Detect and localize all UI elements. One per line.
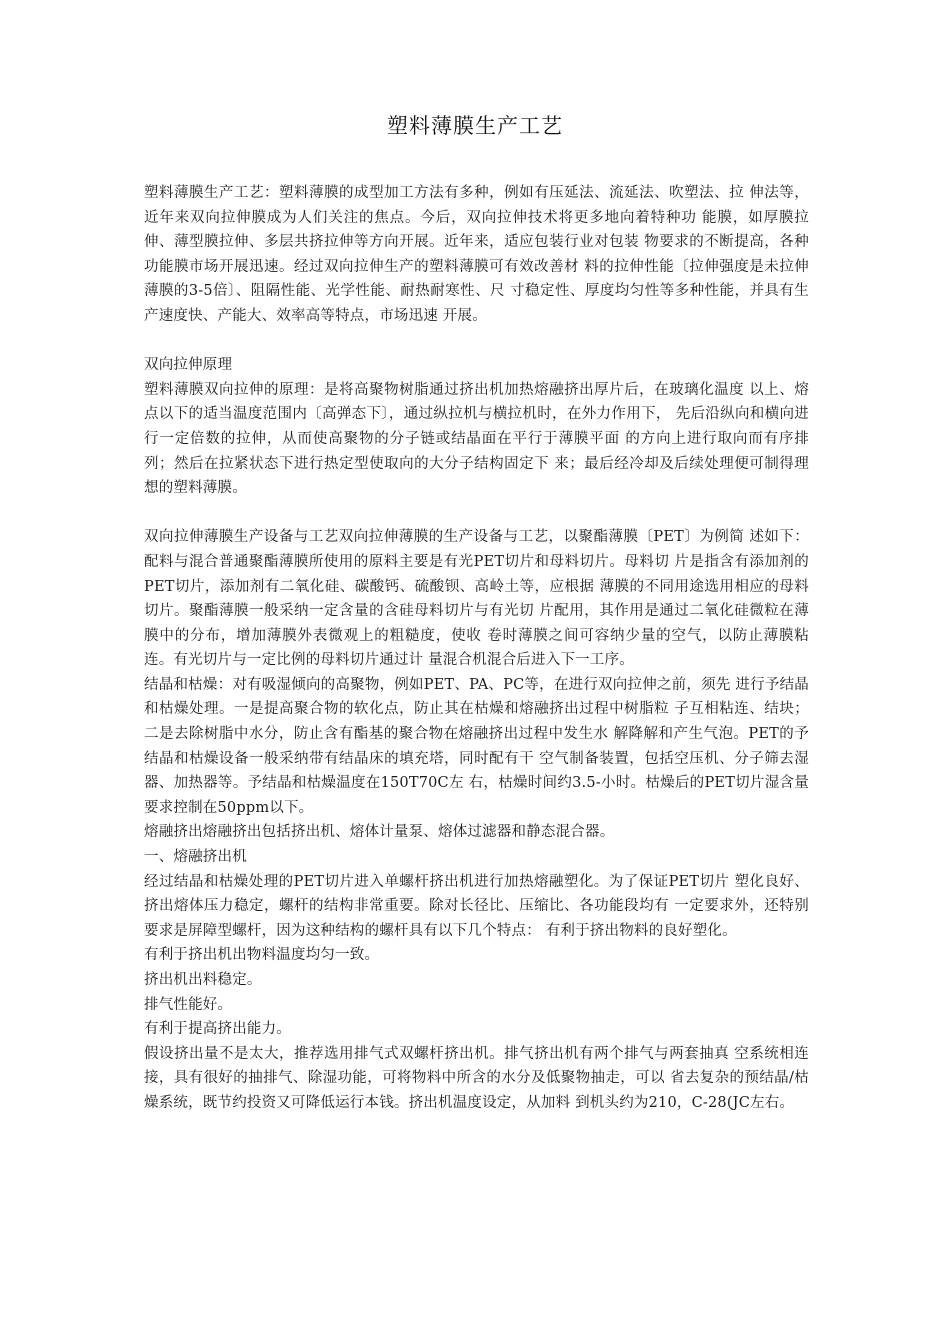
section-heading-biaxial-principle: 双向拉伸原理 [144,357,233,374]
section-heading-extruder: 一、熔融挤出机 [144,849,247,866]
paragraph-melt-extrusion: 熔融挤出熔融挤出包括挤出机、熔体计量泵、熔体过滤器和静态混合器。 [144,824,615,841]
paragraph-biaxial-principle: 塑料薄膜双向拉伸的原理：是将高聚物树脂通过挤出机加热熔融挤出厚片后，在玻璃化温度 以上、熔点以下的适当温度范围内〔高弹态下〕，通过纵拉机与横拉机时，在外力作用下， 先后沿纵向和横向进行一定倍数的拉伸，从而使高聚物的分子链或结晶面在平行于薄膜平面 的方向上进行取向而有序排列；然后在拉紧状态下进行热定型使取向的大分子结构固定下 来；最后经冷却及后续处理便可制得理想的塑料薄膜。 [144,381,809,497]
list-item: 挤出机出料稳定。 [144,972,262,988]
paragraph-gap [144,501,809,526]
paragraph-extruder: 经过结晶和枯燥处理的PET切片进入单螺杆挤出机进行加热熔融塑化。为了保证PET切片 塑化良好、挤出熔体压力稳定，螺杆的结构非常重要。除对长径比、压缩比、各功能段均有 一定要求外，还特别要求是屏障型螺杆，因为这种结构的螺杆具有以下几个特点： 有利于挤出物料的良好塑化。 [144,873,809,939]
paragraph-intro: 塑料薄膜生产工艺：塑料薄膜的成型加工方法有多种，例如有压延法、流延法、吹塑法、拉 伸法等，近年来双向拉伸膜成为人们关注的焦点。今后，双向拉伸技术将更多地向着特种功 能膜，如厚膜拉伸、薄型膜拉伸、多层共挤拉伸等方向开展。近年来，适应包装行业对包装 物要求的不断提高，各种功能膜市场开展迅速。经过双向拉伸生产的塑料薄膜可有效改善材 料的拉伸性能〔拉伸强度是未拉伸薄膜的3-5倍〕、阻隔性能、光学性能、耐热耐寒性、尺 寸稳定性、厚度均匀性等多种性能，并具有生产速度快、产能大、效率高等特点，市场迅速 开展。 [144,185,809,324]
document-title: 塑料薄膜生产工艺 [387,114,563,138]
list-item: 排气性能好。 [144,996,233,1013]
paragraph-crystallize-dry: 结晶和枯燥：对有吸湿倾向的高聚物，例如PET、PA、PC等，在进行双向拉伸之前，须先 进行予结晶和枯燥处理。一是提高聚合物的软化点，防止其在枯燥和熔融挤出过程中树脂粒 子互相粘连、结块；二是去除树脂中水分，防止含有酯基的聚合物在熔融挤出过程中发生水 解降解和产生气泡。PET的予结晶和枯燥设备一般采纳带有结晶床的填充塔，同时配有干 空气制备装置，包括空压机、分子筛去湿器、加热器等。予结晶和枯燥温度在150T70C左 右，枯燥时间约3.5-小时。枯燥后的PET切片湿含量要求控制在50ppm以下。 [144,676,809,816]
paragraph-twin-screw: 假设挤出量不是太大，推荐选用排气式双螺杆挤出机。排气挤出机有两个排气与两套抽真 空系统相连接，具有很好的抽排气、除湿功能，可将物料中所含的水分及低聚物抽走，可以 省去复杂的预结晶/枯燥系统，既节约投资又可降低运行本钱。挤出机温度设定，从加料 到机头约为210，C-28(JC左右。 [144,1045,809,1111]
list-item: 有利于提高挤出能力。 [144,1021,291,1038]
document-body [144,181,809,1116]
paragraph-equipment-process: 双向拉伸薄膜生产设备与工艺双向拉伸薄膜的生产设备与工艺，以聚酯薄膜〔PET〕为例简 述如下：配料与混合普通聚酯薄膜所使用的原料主要是有光PET切片和母料切片。母料切 片是指含有添加剂的PET切片，添加剂有二氧化硅、碳酸钙、硫酸钡、高岭土等，应根据 薄膜的不同用途选用相应的母料切片。聚酯薄膜一般采纳一定含量的含硅母料切片与有光切 片配用，其作用是通过二氧化硅微粒在薄膜中的分布，增加薄膜外表微观上的粗糙度，使收 卷时薄膜之间可容纳少量的空气，以防止薄膜粘连。有光切片与一定比例的母料切片通过计 量混合机混合后进入下一工序。 [144,529,809,669]
paragraph-gap [144,329,809,354]
list-item: 有利于挤出机出物料温度均匀一致。 [144,947,380,964]
